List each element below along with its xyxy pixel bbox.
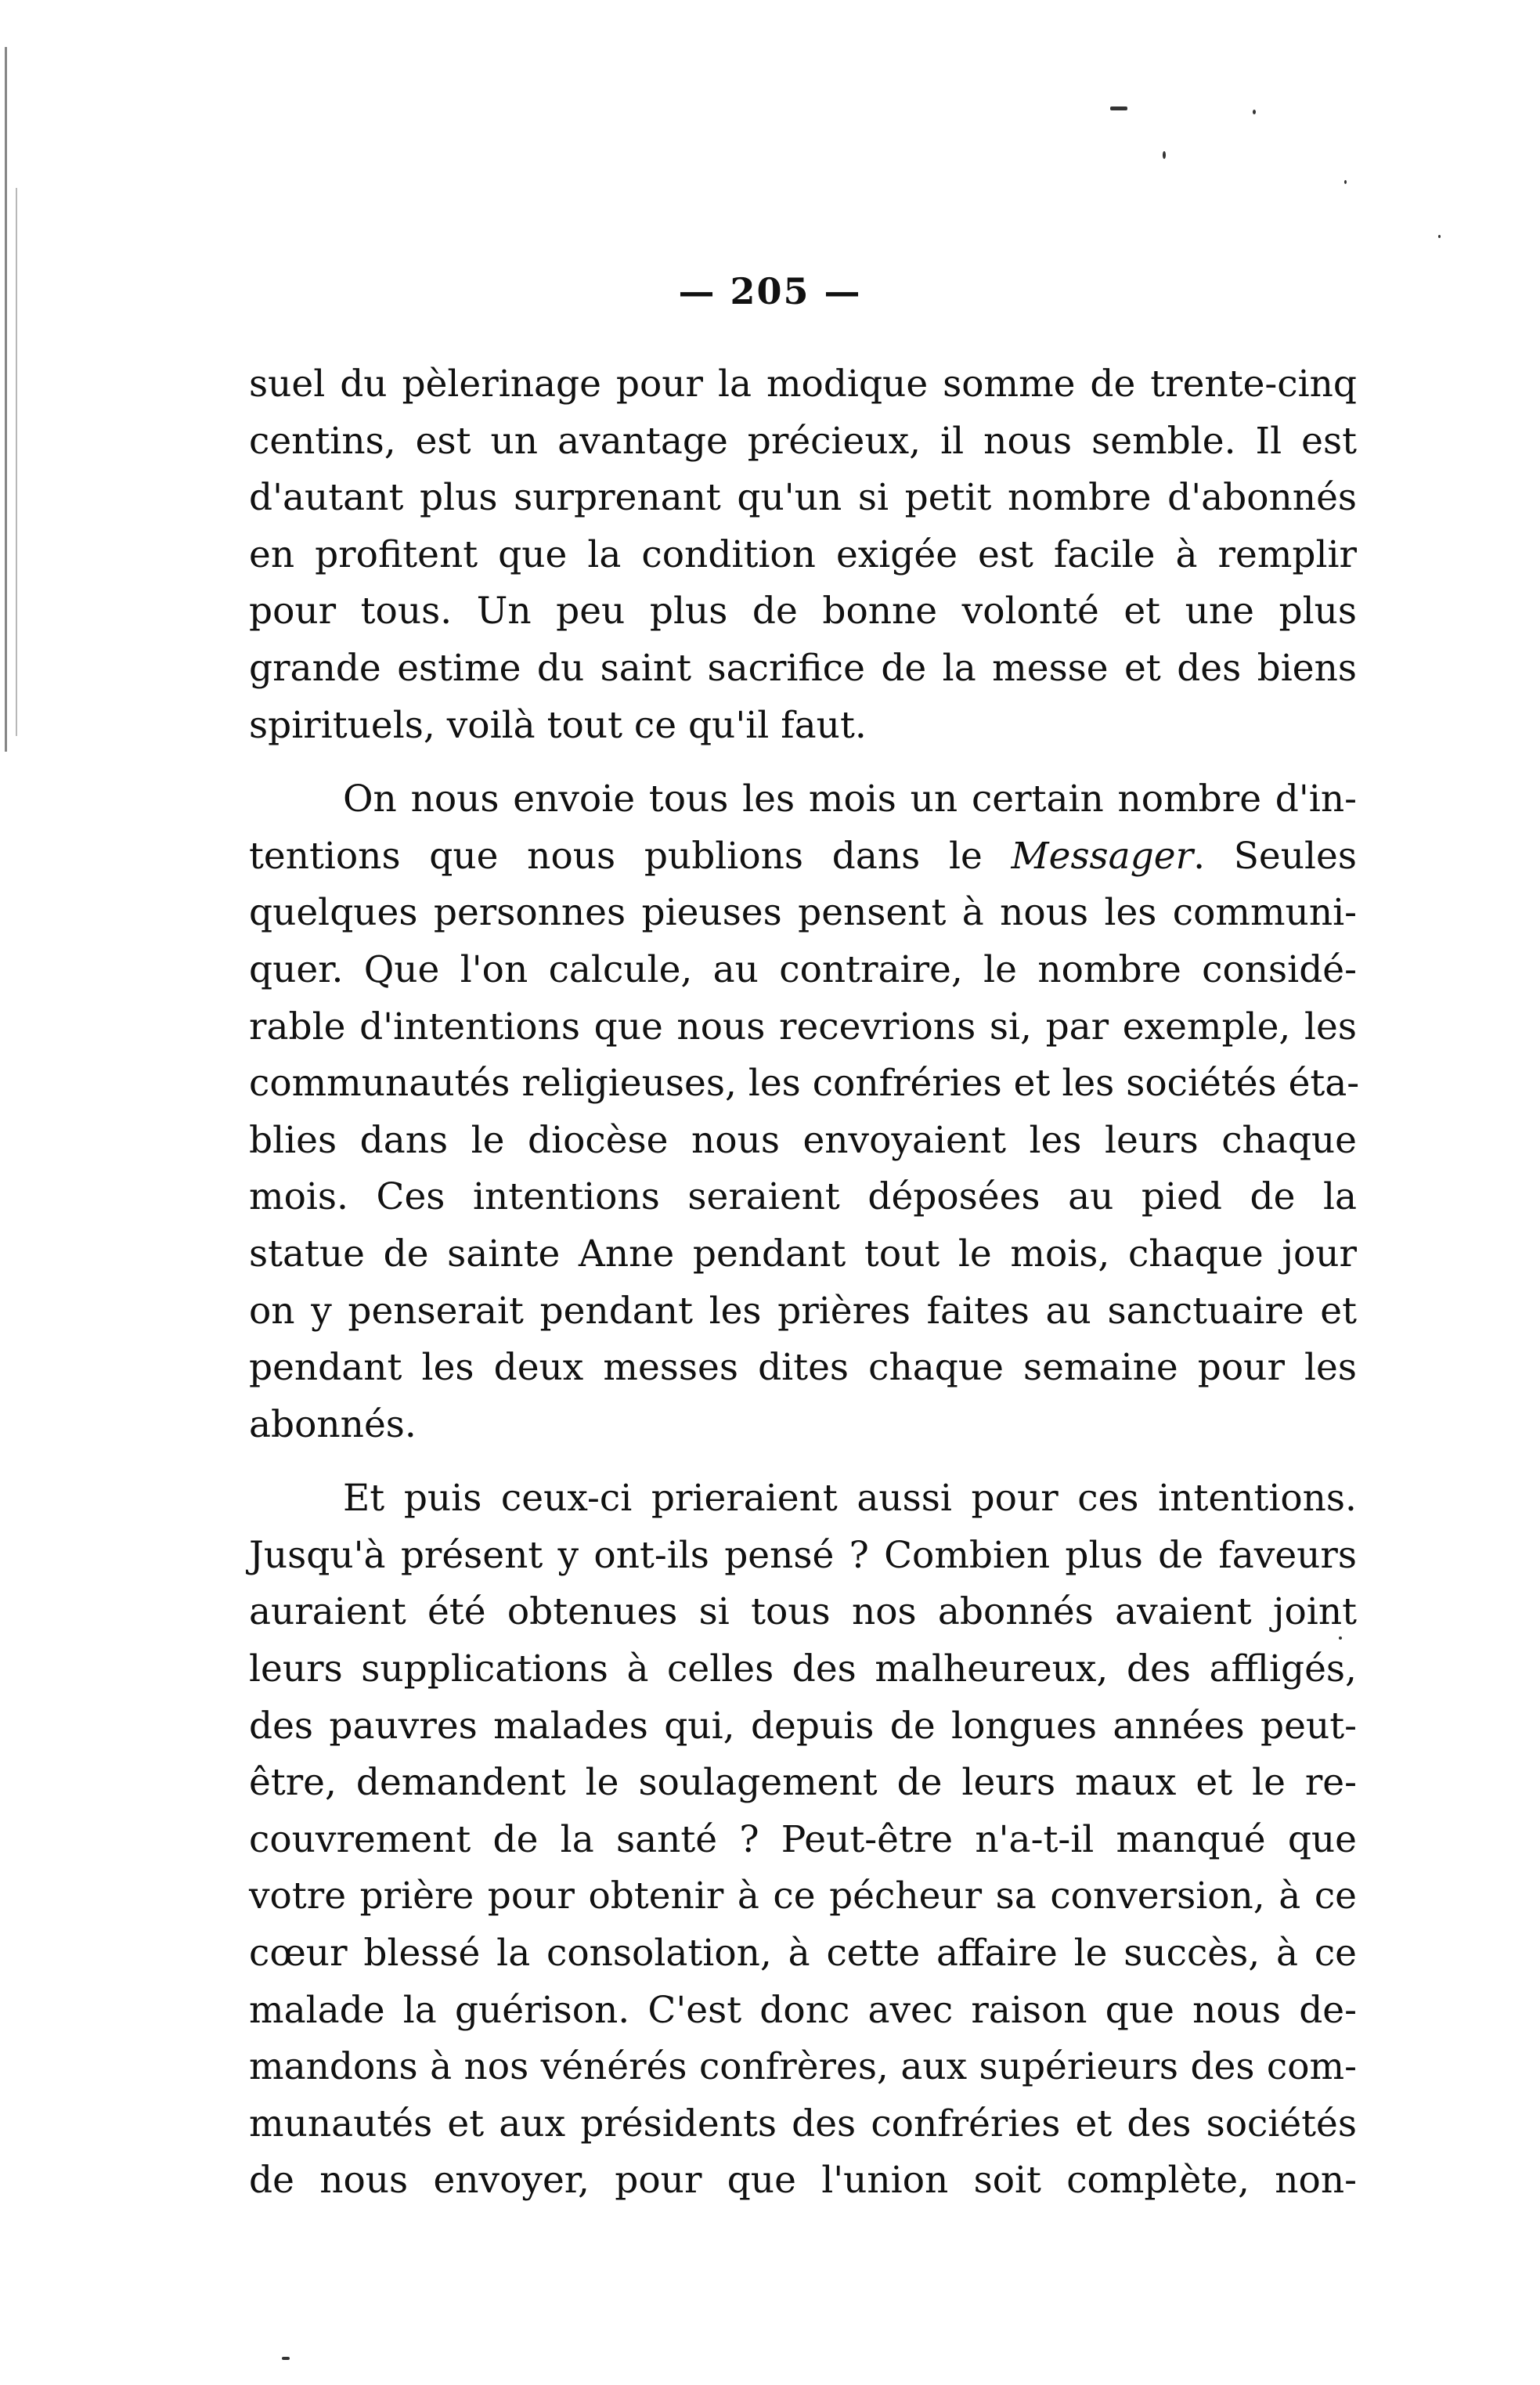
text-line: auraient été obtenues si tous nos abonnés avaient joint — [249, 1590, 1357, 1634]
text-line: couvrement de la santé ? Peut-être n'a-t-il manqué que — [249, 1817, 1357, 1861]
scan-speck — [1253, 110, 1256, 114]
binding-edge-mark — [5, 47, 15, 752]
paragraph — [249, 1470, 1357, 2210]
paragraph — [249, 356, 1357, 754]
text-line: quelques personnes pieuses pensent à nous les communi- — [249, 891, 1357, 935]
text-line: rable d'intentions que nous recevrions si, par exemple, les — [249, 1005, 1357, 1048]
text-line: On nous envoie tous les mois un certain nombre d'in- — [343, 778, 1357, 821]
text-line: Jusqu'à présent y ont-ils pensé ? Combien plus de faveurs — [249, 1533, 1357, 1577]
text-line: tentions que nous publions dans le Messager. Seules — [249, 834, 1357, 878]
text-line: pour tous. Un peu plus de bonne volonté et une plus — [249, 590, 1357, 633]
text-line: statue de sainte Anne pendant tout le mois, chaque jour — [249, 1232, 1357, 1275]
text-line: centins, est un avantage précieux, il nous semble. Il est — [249, 419, 1357, 463]
text-line: quer. Que l'on calcule, au contraire, le nombre considé- — [249, 947, 1357, 991]
scan-speck — [1163, 151, 1166, 159]
text-line: communautés religieuses, les confréries et les sociétés éta- — [249, 1062, 1360, 1106]
text-line: leurs supplications à celles des malheureux, des affligés, — [249, 1647, 1357, 1691]
text-line: mois. Ces intentions seraient déposées au pied de la — [249, 1175, 1357, 1219]
text-line: blies dans le diocèse nous envoyaient les leurs chaque — [249, 1118, 1357, 1162]
scan-speck — [1110, 106, 1127, 110]
text-line: on y penserait pendant les prières faites au sanctuaire et — [249, 1289, 1357, 1333]
text-line: de nous envoyer, pour que l'union soit complète, non- — [249, 2159, 1357, 2203]
text-line: mandons à nos vénérés confrères, aux supérieurs des com- — [249, 2045, 1357, 2089]
paragraph — [249, 771, 1360, 1453]
periodical-title: Messager — [1011, 834, 1194, 878]
text-line: munautés et aux présidents des confréries et des sociétés — [249, 2102, 1357, 2145]
text-line: en profitent que la condition exigée est facile à remplir — [249, 532, 1357, 576]
text-line: pendant les deux messes dites chaque semaine pour les — [249, 1346, 1357, 1390]
text-line: d'autant plus surprenant qu'un si petit nombre d'abonnés — [249, 476, 1357, 520]
text-line: abonnés. — [249, 1402, 417, 1446]
paragraph-gap — [249, 1453, 1357, 1470]
text-line: malade la guérison. C'est donc avec raison que nous de- — [249, 1988, 1357, 2032]
scan-speck — [1344, 180, 1347, 184]
text-line: cœur blessé la consolation, à cette affaire le succès, à ce — [249, 1932, 1357, 1975]
body-text — [249, 356, 1360, 2210]
text-line: suel du pèlerinage pour la modique somme de trente-cinq — [249, 363, 1357, 406]
text-line: Et puis ceux-ci prieraient aussi pour ces intentions. — [343, 1477, 1357, 1521]
scan-speck — [1438, 235, 1441, 238]
text-line: être, demandent le soulagement de leurs maux et le re- — [249, 1761, 1357, 1805]
paragraph-gap — [249, 754, 1357, 771]
text-line: spirituels, voilà tout ce qu'il faut. — [249, 703, 867, 747]
text-line: grande estime du saint sacrifice de la messe et des biens — [249, 646, 1357, 690]
text-line: votre prière pour obtenir à ce pécheur sa conversion, à ce — [249, 1874, 1357, 1918]
text-line: des pauvres malades qui, depuis de longues années peut- — [249, 1704, 1357, 1748]
scan-speck — [282, 2357, 290, 2360]
page-number: — 205 — — [678, 270, 862, 312]
